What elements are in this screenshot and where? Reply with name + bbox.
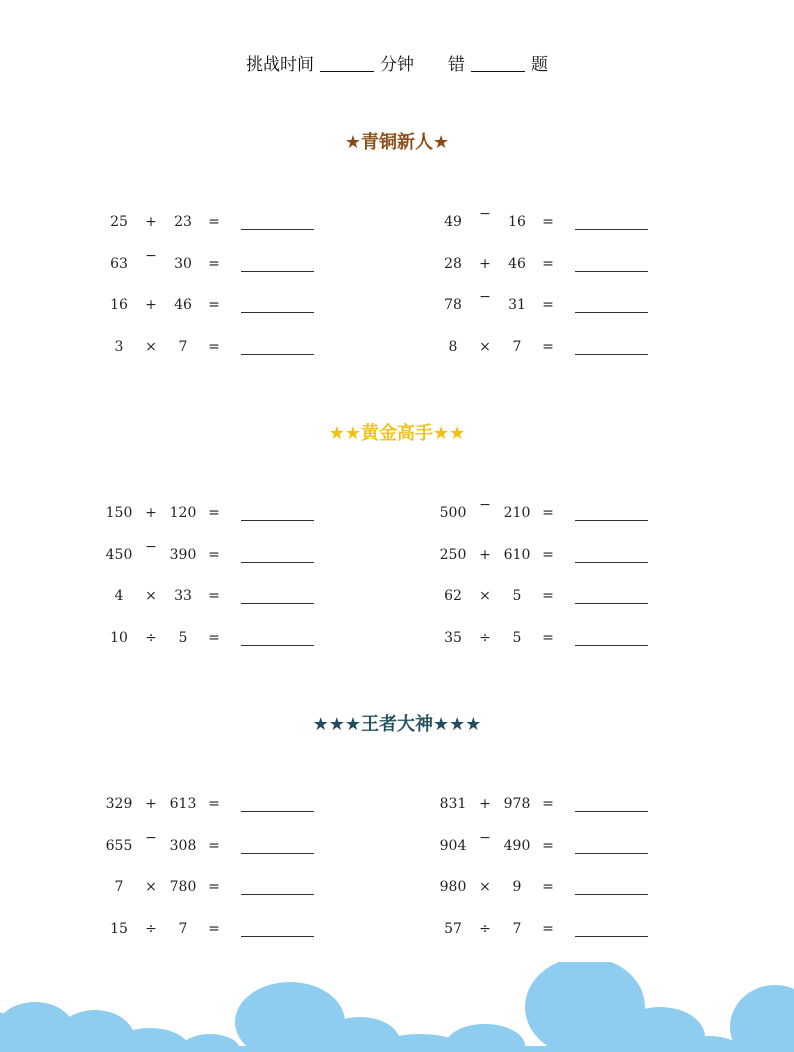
answer-blank[interactable] bbox=[575, 853, 648, 854]
first-operand: 78 bbox=[444, 297, 462, 314]
operator: ÷ bbox=[479, 629, 491, 646]
second-operand: 390 bbox=[169, 546, 197, 563]
equals-sign: = bbox=[208, 629, 220, 646]
second-operand: 9 bbox=[512, 879, 522, 896]
answer-blank[interactable] bbox=[241, 229, 314, 230]
answer-blank[interactable] bbox=[575, 936, 648, 937]
math-problem bbox=[436, 920, 696, 948]
answer-blank[interactable] bbox=[241, 271, 314, 272]
equals-sign: = bbox=[542, 546, 554, 563]
math-problem bbox=[436, 255, 696, 283]
problem-grid-bronze bbox=[0, 206, 794, 383]
answer-blank[interactable] bbox=[241, 936, 314, 937]
answer-blank[interactable] bbox=[241, 645, 314, 646]
operator: × bbox=[479, 588, 491, 605]
answer-blank[interactable] bbox=[241, 603, 314, 604]
equals-sign: = bbox=[208, 255, 220, 272]
second-operand: 7 bbox=[512, 338, 522, 355]
wrong-label: 错 bbox=[448, 55, 465, 75]
first-operand: 904 bbox=[439, 837, 467, 854]
operator: × bbox=[145, 338, 157, 355]
math-problem bbox=[102, 920, 362, 948]
problem-grid-king bbox=[0, 795, 794, 965]
first-operand: 831 bbox=[439, 796, 467, 812]
first-operand: 63 bbox=[110, 255, 128, 272]
first-operand: 4 bbox=[114, 588, 124, 605]
equals-sign: = bbox=[208, 588, 220, 605]
second-operand: 46 bbox=[508, 255, 526, 272]
operator: + bbox=[479, 255, 491, 272]
operator: − bbox=[145, 247, 157, 264]
first-operand: 500 bbox=[439, 505, 467, 521]
operator: − bbox=[479, 497, 491, 513]
math-problem bbox=[102, 538, 362, 574]
answer-blank[interactable] bbox=[575, 603, 648, 604]
math-problem bbox=[102, 878, 362, 906]
math-problem bbox=[436, 206, 696, 241]
minute-label: 分钟 bbox=[380, 55, 414, 75]
math-problem bbox=[436, 795, 696, 823]
second-operand: 5 bbox=[512, 588, 522, 605]
first-operand: 655 bbox=[105, 837, 133, 854]
operator: + bbox=[145, 214, 157, 230]
operator: ÷ bbox=[145, 920, 157, 937]
answer-blank[interactable] bbox=[241, 894, 314, 895]
cloud-border-icon bbox=[0, 962, 794, 1052]
equals-sign: = bbox=[542, 879, 554, 896]
operator: ÷ bbox=[145, 629, 157, 646]
first-operand: 8 bbox=[448, 338, 458, 355]
operator: + bbox=[145, 796, 157, 812]
operator: − bbox=[479, 289, 491, 306]
first-operand: 15 bbox=[110, 920, 128, 937]
equals-sign: = bbox=[542, 837, 554, 854]
math-problem bbox=[436, 829, 696, 865]
first-operand: 16 bbox=[110, 297, 128, 314]
operator: + bbox=[479, 796, 491, 812]
answer-blank[interactable] bbox=[575, 354, 648, 355]
math-problem bbox=[436, 878, 696, 906]
operator: − bbox=[479, 206, 491, 222]
section-title-bronze: ★青铜新人★ bbox=[344, 132, 450, 153]
second-operand: 7 bbox=[512, 920, 522, 937]
first-operand: 150 bbox=[105, 505, 133, 521]
second-operand: 33 bbox=[174, 588, 192, 605]
answer-blank[interactable] bbox=[575, 562, 648, 563]
first-operand: 7 bbox=[114, 879, 124, 896]
second-operand: 16 bbox=[508, 214, 526, 230]
equals-sign: = bbox=[542, 255, 554, 272]
first-operand: 250 bbox=[439, 546, 467, 563]
time-blank[interactable] bbox=[320, 55, 374, 72]
first-operand: 980 bbox=[439, 879, 467, 896]
question-label: 题 bbox=[531, 55, 548, 75]
second-operand: 210 bbox=[503, 505, 531, 521]
math-problem bbox=[436, 587, 696, 615]
equals-sign: = bbox=[542, 920, 554, 937]
operator: − bbox=[479, 829, 491, 846]
operator: − bbox=[145, 538, 157, 555]
problem-grid-gold bbox=[0, 497, 794, 674]
answer-blank[interactable] bbox=[575, 645, 648, 646]
math-problem bbox=[102, 338, 362, 366]
equals-sign: = bbox=[542, 796, 554, 812]
second-operand: 46 bbox=[174, 297, 192, 314]
answer-blank[interactable] bbox=[241, 520, 314, 521]
equals-sign: = bbox=[542, 505, 554, 521]
first-operand: 25 bbox=[110, 214, 128, 230]
first-operand: 450 bbox=[105, 546, 133, 563]
math-problem bbox=[102, 629, 362, 657]
answer-blank[interactable] bbox=[241, 562, 314, 563]
equals-sign: = bbox=[208, 796, 220, 812]
equals-sign: = bbox=[542, 338, 554, 355]
first-operand: 329 bbox=[105, 796, 133, 812]
math-problem bbox=[102, 213, 362, 241]
operator: ÷ bbox=[479, 920, 491, 937]
math-problem bbox=[436, 497, 696, 532]
operator: × bbox=[145, 588, 157, 605]
first-operand: 35 bbox=[444, 629, 462, 646]
math-problem bbox=[436, 338, 696, 366]
equals-sign: = bbox=[208, 505, 220, 521]
math-problem bbox=[102, 504, 362, 532]
math-problem bbox=[102, 247, 362, 283]
second-operand: 30 bbox=[174, 255, 192, 272]
math-problem bbox=[436, 289, 696, 324]
answer-blank[interactable] bbox=[575, 271, 648, 272]
equals-sign: = bbox=[208, 546, 220, 563]
answer-blank[interactable] bbox=[575, 811, 648, 812]
first-operand: 62 bbox=[444, 588, 462, 605]
first-operand: 10 bbox=[110, 629, 128, 646]
equals-sign: = bbox=[542, 214, 554, 230]
operator: + bbox=[479, 546, 491, 563]
first-operand: 3 bbox=[114, 338, 124, 355]
second-operand: 610 bbox=[503, 546, 531, 563]
math-problem bbox=[436, 546, 696, 574]
equals-sign: = bbox=[542, 629, 554, 646]
second-operand: 780 bbox=[169, 879, 197, 896]
equals-sign: = bbox=[542, 297, 554, 314]
operator: × bbox=[479, 879, 491, 896]
second-operand: 490 bbox=[503, 837, 531, 854]
equals-sign: = bbox=[208, 338, 220, 355]
math-problem bbox=[102, 795, 362, 823]
second-operand: 7 bbox=[178, 338, 188, 355]
answer-blank[interactable] bbox=[241, 354, 314, 355]
equals-sign: = bbox=[208, 297, 220, 314]
math-problem bbox=[102, 829, 362, 865]
answer-blank[interactable] bbox=[241, 853, 314, 854]
time-label: 挑战时间 bbox=[246, 55, 314, 75]
operator: − bbox=[145, 829, 157, 846]
equals-sign: = bbox=[208, 214, 220, 230]
second-operand: 5 bbox=[512, 629, 522, 646]
answer-blank[interactable] bbox=[241, 312, 314, 313]
second-operand: 23 bbox=[174, 214, 192, 230]
answer-blank[interactable] bbox=[575, 229, 648, 230]
answer-blank[interactable] bbox=[575, 312, 648, 313]
math-problem bbox=[102, 296, 362, 324]
equals-sign: = bbox=[208, 920, 220, 937]
second-operand: 978 bbox=[503, 796, 531, 812]
equals-sign: = bbox=[542, 588, 554, 605]
operator: + bbox=[145, 505, 157, 521]
second-operand: 31 bbox=[508, 297, 526, 314]
math-problem bbox=[102, 587, 362, 615]
second-operand: 7 bbox=[178, 920, 188, 937]
second-operand: 5 bbox=[178, 629, 188, 646]
answer-blank[interactable] bbox=[575, 894, 648, 895]
wrong-count-blank[interactable] bbox=[471, 55, 525, 72]
math-problem bbox=[436, 629, 696, 657]
equals-sign: = bbox=[208, 879, 220, 896]
second-operand: 308 bbox=[169, 837, 197, 854]
operator: + bbox=[145, 297, 157, 314]
operator: × bbox=[479, 338, 491, 355]
operator: × bbox=[145, 879, 157, 896]
answer-blank[interactable] bbox=[575, 520, 648, 521]
section-title-gold: ★★黄金高手★★ bbox=[328, 423, 466, 444]
second-operand: 120 bbox=[169, 505, 197, 521]
equals-sign: = bbox=[208, 837, 220, 854]
challenge-header bbox=[0, 50, 794, 75]
answer-blank[interactable] bbox=[241, 811, 314, 812]
second-operand: 613 bbox=[169, 796, 197, 812]
section-title-king: ★★★王者大神★★★ bbox=[312, 714, 482, 735]
first-operand: 49 bbox=[444, 214, 462, 230]
first-operand: 28 bbox=[444, 255, 462, 272]
first-operand: 57 bbox=[444, 920, 462, 937]
